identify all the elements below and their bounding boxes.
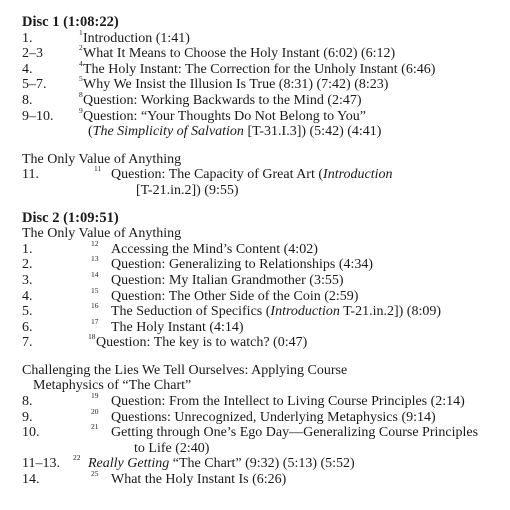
track-row-continuation [22,183,502,199]
track-number: 5. [22,304,33,320]
track-row [22,74,502,93]
track-title: Getting through One’s Ego Day—Generalizing Course Principles [111,425,479,441]
section-heading: The Only Value of Anything [22,151,182,167]
footnote-marker: 12 [91,238,99,248]
track-number: 11–13. [22,456,60,472]
track-title-continuation: to Life (2:40) [134,440,210,456]
footnote-marker: 20 [91,406,99,416]
track-number: 6. [22,319,33,335]
track-title: Question: My Italian Grandmother (3:55) [111,272,344,288]
track-title: Accessing the Mind’s Content (4:02) [111,241,318,257]
track-number: 1. [22,30,33,46]
section-heading-continuation: Metaphysics of “The Chart” [33,378,192,394]
track-title-continuation: (The Simplicity of Salvation [T-31.I.3]) (5:42) (4:41) [88,124,382,140]
footnote-marker: 15 [91,285,99,295]
track-title: Question: Generalizing to Relationships (4:34) [111,257,374,273]
track-title-continuation: [T-21.in.2]) (9:55) [136,182,239,198]
track-row-continuation [22,124,502,140]
footnote-marker: 2 [79,43,83,53]
track-row [22,43,502,62]
track-title: Why We Insist the Illusion Is True (8:31) (7:42) (8:23) [83,77,389,93]
track-row [22,164,502,183]
track-title: The Seduction of Specifics (Introduction T-21.in.2]) (8:09) [111,304,441,320]
book-title: Introduction [323,167,393,183]
track-title: What It Means to Choose the Holy Instant (6:02) (6:12) [83,46,396,62]
track-number: 14. [22,472,40,488]
track-row [22,58,502,78]
track-number: 3. [22,272,33,288]
track-title: What the Holy Instant Is (6:26) [111,472,287,488]
footnote-marker: 22 [73,453,81,463]
track-number: 8. [22,394,33,410]
track-row-continuation [22,441,502,457]
footnote-marker: 25 [91,469,99,479]
footnote-marker: 8 [79,89,83,99]
track-row [22,105,502,125]
track-row [22,27,502,47]
track-number: 9–10. [22,108,54,124]
section-heading: The Only Value of Anything [22,226,182,242]
track-number: 5–7. [22,77,47,93]
footnote-marker: 4 [79,58,83,68]
footnote-marker: 5 [79,74,83,84]
disc1-heading: Disc 1 (1:08:22) [22,14,119,30]
track-title: Question: From the Intellect to Living Course Principles (2:14) [111,394,465,410]
footnote-marker: 21 [91,422,99,432]
track-row [22,422,502,441]
track-number: 9. [22,409,33,425]
track-title: Question: The Capacity of Great Art (Introduction [111,167,393,183]
book-title: The Simplicity of Salvation [92,124,244,140]
book-title: Introduction [270,304,340,320]
track-title: Question: Working Backwards to the Mind (2:47) [83,92,362,108]
track-title: The Holy Instant (4:14) [111,319,244,335]
track-number: 10. [22,425,40,441]
emphasis-text: Really Getting [88,456,170,472]
section-heading: Challenging the Lies We Tell Ourselves: Applying Course [22,362,348,378]
track-listing [22,15,502,488]
footnote-marker: 11 [94,164,102,174]
track-title: Really Getting “The Chart” (9:32) (5:13) (5:52) [88,456,355,472]
track-row [22,469,502,488]
track-number: 1. [22,241,33,257]
footnote-marker: 19 [91,391,99,401]
track-title: Question: The key is to watch? (0:47) [96,335,308,351]
track-title: The Holy Instant: The Correction for the Unholy Instant (6:46) [83,61,436,77]
disc2-heading: Disc 2 (1:09:51) [22,209,119,226]
track-number: 2–3 [22,46,43,62]
track-title: Questions: Unrecognized, Underlying Metaphysics (9:14) [111,409,436,425]
footnote-marker: 18 [88,332,96,342]
footnote-marker: 16 [91,301,99,311]
track-number: 4. [22,288,33,304]
track-number: 2. [22,257,33,273]
footnote-marker: 9 [79,105,83,115]
track-title: Question: The Other Side of the Coin (2:59) [111,288,359,304]
track-number: 4. [22,61,33,77]
track-number: 8. [22,92,33,108]
track-row [22,332,502,351]
footnote-marker: 1 [79,27,83,37]
track-number: 11. [22,167,39,183]
footnote-marker: 13 [91,254,99,264]
track-number: 7. [22,335,33,351]
track-title: Introduction (1:41) [83,30,190,46]
track-row [22,89,502,109]
track-title: Question: “Your Thoughts Do Not Belong to You” [83,108,367,124]
footnote-marker: 17 [91,316,99,326]
footnote-marker: 14 [91,269,99,279]
